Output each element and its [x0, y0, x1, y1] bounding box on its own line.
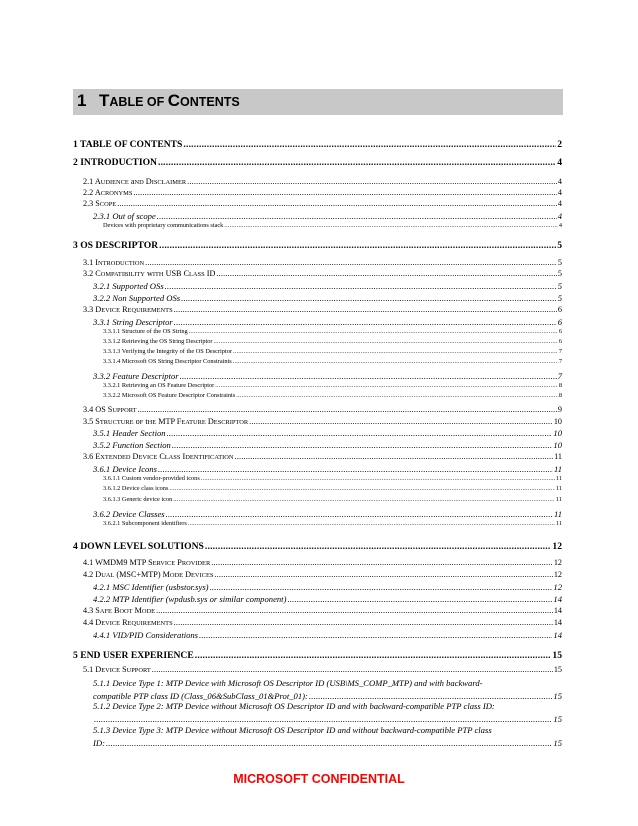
- toc-leader-dots: [180, 371, 557, 381]
- toc-entry[interactable]: [103, 520, 562, 527]
- toc-entry-text: 4.4.1 VID/PID Considerations: [93, 630, 199, 640]
- toc-entry[interactable]: [83, 177, 562, 186]
- toc-page-number: 4: [557, 211, 562, 221]
- toc-leader-dots: [156, 606, 553, 615]
- toc-entry[interactable]: [73, 541, 562, 552]
- toc-leader-dots: [195, 650, 552, 661]
- toc-page-number: 10: [553, 417, 562, 426]
- toc-page-number: 4: [558, 222, 562, 229]
- toc-entry[interactable]: [103, 392, 562, 399]
- toc-entry[interactable]: [83, 188, 562, 197]
- toc-entry-text: 3.3.2 Feature Descriptor: [93, 371, 179, 381]
- toc-entry-text: 3.3.1.4 Microsoft OS String Descriptor Constraints: [103, 358, 232, 365]
- toc-entry-number: 4.1: [83, 558, 96, 567]
- toc-entry-text: 4.4 DEVICE REQUIREMENTS: [83, 618, 173, 627]
- toc-entry[interactable]: [93, 464, 562, 474]
- toc-entry[interactable]: [83, 558, 562, 567]
- toc-entry-multiline[interactable]: [93, 724, 562, 749]
- toc-page-number: 2: [557, 139, 562, 150]
- toc-entry-text: 3.3.1 String Descriptor: [93, 317, 173, 327]
- toc-page-number: 8: [558, 392, 562, 399]
- toc-entry[interactable]: [93, 293, 562, 303]
- heading-title-first2: C: [167, 91, 181, 110]
- toc-entry[interactable]: [103, 222, 562, 229]
- toc-entry-text: 3.3.2.2 Microsoft OS Feature Descriptor Constraints: [103, 392, 236, 399]
- toc-entry-text: 1 TABLE OF CONTENTS: [73, 139, 183, 150]
- toc-leader-dots: [167, 428, 553, 438]
- toc-entry[interactable]: [93, 594, 562, 604]
- toc-entry[interactable]: [103, 485, 562, 492]
- toc-entry-text: 2.1 AUDIENCE aND DISCLAIMER: [83, 177, 187, 186]
- toc-page-number: 11: [555, 520, 562, 527]
- toc-page-number: 15: [553, 690, 562, 701]
- toc-page-number: 11: [555, 475, 562, 482]
- toc-entry-number: 3.4: [83, 405, 96, 414]
- heading-title-rest: ABLE OF: [109, 95, 168, 109]
- toc-entry-text: 3.3.2.1 Retrieving an OS Feature Descriptor: [103, 382, 215, 389]
- toc-page-number: 12: [552, 541, 562, 552]
- toc-entry-text: 4.2.2 MTP Identifier (wpdusb.sys or similar component): [93, 594, 287, 604]
- toc-leader-dots: [183, 139, 556, 150]
- toc-entry[interactable]: [73, 650, 562, 661]
- toc-page-number: 6: [558, 328, 562, 335]
- toc-leader-dots: [159, 240, 556, 251]
- toc-page-number: 7: [558, 358, 562, 365]
- toc-entry-number: 3.3: [83, 305, 96, 314]
- toc-leader-dots: [137, 405, 556, 414]
- toc-leader-dots: [233, 348, 558, 355]
- toc-leader-dots: [174, 305, 557, 314]
- toc-entry-text: 4 DOWN LEVEL SOLUTIONS: [73, 541, 204, 552]
- toc-entry[interactable]: [103, 382, 562, 389]
- toc-entry-text: 3.5.2 Function Section: [93, 440, 171, 450]
- toc-page-number: 7: [558, 348, 562, 355]
- toc-page-number: 11: [554, 509, 562, 519]
- toc-page-number: 6: [558, 338, 562, 345]
- toc-entry-text: 3.6 EXTENDED DEVICE CLASS IDENTIFICATION: [83, 452, 234, 461]
- toc-entry-text: compatible PTP class ID (Class_06&SubClass_01&Prot_01):: [93, 690, 308, 701]
- toc-entry[interactable]: [83, 405, 562, 414]
- toc-entry-text: 2.3 SCOPE: [83, 199, 117, 208]
- toc-entry-text: 3.3.1.2 Retrieving the OS String Descriptor: [103, 338, 213, 345]
- toc-entry-text: 3.2 COMPATIBILITY wITH USB CLASS ID: [83, 269, 216, 278]
- toc-page-number: 11: [555, 496, 562, 503]
- toc-entry[interactable]: [83, 452, 562, 461]
- toc-leader-dots: [187, 177, 557, 186]
- heading-title-rest2: ONTENTS: [180, 95, 240, 109]
- toc-entry-text: 3 OS DESCRIPTOR: [73, 240, 159, 251]
- toc-leader-dots: [213, 338, 557, 345]
- toc-leader-dots: [215, 382, 558, 389]
- toc-entry-multiline[interactable]: [93, 700, 562, 725]
- toc-entry[interactable]: [93, 211, 562, 221]
- toc-entry[interactable]: [83, 258, 562, 267]
- toc-entry[interactable]: [93, 371, 562, 381]
- toc-page-number: 15: [553, 737, 562, 748]
- toc-leader-dots: [133, 188, 557, 197]
- toc-leader-dots: [117, 199, 557, 208]
- toc-page-number: 12: [553, 558, 562, 567]
- toc-entry-text: 3.3.1.3 Verifying the Integrity of the OS Descriptor: [103, 348, 232, 355]
- toc-entry[interactable]: [93, 630, 562, 640]
- toc-entry-number: 2.2: [83, 188, 95, 197]
- toc-leader-dots: [210, 582, 553, 592]
- heading-title-first: T: [99, 91, 110, 110]
- toc-entry-number: 4.3: [83, 606, 96, 615]
- page-title: [77, 91, 240, 111]
- toc-entry[interactable]: [103, 328, 562, 335]
- toc-leader-dots: [173, 496, 555, 503]
- toc-leader-dots: [224, 222, 558, 229]
- toc-leader-dots: [249, 417, 553, 426]
- toc-entry[interactable]: [83, 606, 562, 615]
- toc-entry[interactable]: [93, 317, 562, 327]
- toc-page-number: 11: [554, 452, 562, 461]
- toc-entry-text: 5.1 DEVICE SUPPORT: [83, 665, 151, 674]
- toc-entry-text: 3.6.2.1 Subcomponent identifiers: [103, 520, 187, 527]
- toc-entry[interactable]: [103, 338, 562, 345]
- toc-leader-dots: [236, 392, 558, 399]
- toc-leader-dots: [287, 594, 552, 604]
- toc-entry[interactable]: [93, 582, 562, 592]
- toc-entry[interactable]: [93, 509, 562, 519]
- toc-page-number: 5: [557, 240, 562, 251]
- toc-entry[interactable]: [103, 358, 562, 365]
- toc-page-number: 14: [553, 618, 562, 627]
- toc-page-number: 15: [553, 713, 562, 724]
- toc-entry-text: 3.5.1 Header Section: [93, 428, 166, 438]
- toc-page-number: 5: [557, 281, 562, 291]
- toc-page-number: 10: [553, 428, 562, 438]
- toc-entry-text: 2.2 ACRONYMS: [83, 188, 133, 197]
- toc-page-number: 6: [557, 317, 562, 327]
- toc-leader-dots: [234, 452, 553, 461]
- toc-leader-dots: [169, 485, 555, 492]
- toc-leader-dots: [211, 558, 553, 567]
- toc-entry-text: 5 END USER EXPERIENCE: [73, 650, 194, 661]
- toc-entry[interactable]: [93, 440, 562, 450]
- toc-entry[interactable]: [103, 475, 562, 482]
- toc-entry[interactable]: [73, 240, 562, 251]
- toc-page-number: 4: [557, 188, 562, 197]
- toc-entry-text: 3.6.1.1 Custom vendor-provided icons: [103, 475, 200, 482]
- toc-entry-text: 4.1 WMDM9 MTP SERVICE PROVIDER: [83, 558, 211, 567]
- toc-leader-dots: [188, 520, 555, 527]
- toc-entry-line1: 5.1.2 Device Type 2: MTP Device without Microsoft OS Descriptor ID and with backward-compatible PTP class ID:: [93, 701, 495, 711]
- toc-page-number: 7: [557, 371, 562, 381]
- toc-leader-dots: [181, 293, 557, 303]
- toc-entry[interactable]: [93, 281, 562, 291]
- toc-entry-number: 5.1: [83, 665, 96, 674]
- toc-entry-multiline[interactable]: [93, 677, 562, 702]
- toc-page-number: 14: [553, 630, 562, 640]
- toc-entry-line2: [93, 737, 562, 750]
- toc-page-number: 5: [557, 269, 562, 278]
- toc-leader-dots: [216, 269, 557, 278]
- toc-entry-text: ID:: [93, 737, 105, 748]
- toc-entry-number: 2.3: [83, 199, 96, 208]
- toc-leader-dots: [152, 665, 553, 674]
- toc-page-number: 15: [552, 650, 562, 661]
- toc-entry-text: 3.2.2 Non Supported OSs: [93, 293, 181, 303]
- toc-page-number: 4: [557, 177, 562, 186]
- toc-entry-text: 3.3 DEVICE REQUIREMENTS: [83, 305, 173, 314]
- toc-leader-dots: [214, 570, 552, 579]
- toc-leader-dots: [157, 211, 557, 221]
- toc-entry[interactable]: [83, 570, 562, 579]
- toc-leader-dots: [201, 475, 555, 482]
- toc-leader-dots: [172, 440, 553, 450]
- toc-leader-dots: [166, 509, 553, 519]
- toc-leader-dots: [145, 258, 557, 267]
- toc-entry-number: 2.1: [83, 177, 95, 186]
- toc-entry-text: 3.2.1 Supported OSs: [93, 281, 164, 291]
- toc-page-number: 15: [553, 665, 562, 674]
- toc-entry-text: 4.2.1 MSC Identifier (usbstor.sys): [93, 582, 209, 592]
- toc-entry[interactable]: [103, 348, 562, 355]
- toc-entry-text: 3.1 INTRODUCTION: [83, 258, 145, 267]
- toc-entry-number: 3.2: [83, 269, 96, 278]
- toc-leader-dots: [189, 328, 558, 335]
- toc-leader-dots: [165, 281, 557, 291]
- toc-entry[interactable]: [83, 305, 562, 314]
- toc-leader-dots: [158, 464, 553, 474]
- toc-entry-number: 3.5: [83, 417, 96, 426]
- toc-entry[interactable]: [83, 269, 562, 278]
- toc-entry-line1: 5.1.1 Device Type 1: MTP Device with Microsoft OS Descriptor ID (USB\MS_COMP_MTP) and with backward-: [93, 678, 483, 688]
- toc-page-number: 4: [557, 157, 562, 168]
- toc-entry-text: 3.3.1.1 Structure of the OS String: [103, 328, 188, 335]
- toc-leader-dots: [174, 317, 557, 327]
- toc-entry-number: 3.1: [83, 258, 96, 267]
- toc-entry[interactable]: [83, 417, 562, 426]
- toc-entry-text: 2 INTRODUCTION: [73, 157, 157, 168]
- toc-leader-dots: [174, 618, 553, 627]
- toc-leader-dots: [106, 737, 552, 750]
- toc-leader-dots: [233, 358, 558, 365]
- toc-page-number: 14: [553, 594, 562, 604]
- toc-page-number: 12: [553, 570, 562, 579]
- toc-page-number: 11: [554, 464, 562, 474]
- toc-page-number: 8: [558, 382, 562, 389]
- toc-entry[interactable]: [103, 496, 562, 503]
- confidential-footer: MICROSOFT CONFIDENTIAL: [233, 772, 405, 786]
- toc-entry[interactable]: [83, 618, 562, 627]
- toc-entry-text: 2.3.1 Out of scope: [93, 211, 156, 221]
- toc-entry[interactable]: [83, 199, 562, 208]
- toc-page-number: 4: [557, 199, 562, 208]
- toc-page-number: 14: [553, 606, 562, 615]
- toc-entry-text: 3.6.1 Device Icons: [93, 464, 157, 474]
- toc-entry-text: 3.4 OS SUPPORT: [83, 405, 137, 414]
- toc-entry-text: 4.3 SAFE BOOT MODE: [83, 606, 156, 615]
- toc-entry-text: 3.6.2 Device Classes: [93, 509, 165, 519]
- toc-page-number: 9: [557, 405, 562, 414]
- toc-entry[interactable]: [73, 139, 562, 150]
- toc-entry-number: 4.2: [83, 570, 96, 579]
- toc-page-number: 5: [557, 258, 562, 267]
- toc-entry-number: 4.4: [83, 618, 96, 627]
- toc-page-number: 10: [553, 440, 562, 450]
- toc-entry-text: 4.2 DUAL (MSC+MTP) MODE DEVICES: [83, 570, 214, 579]
- toc-page-number: 5: [557, 293, 562, 303]
- toc-entry-text: 3.6.1.2 Device class icons: [103, 485, 169, 492]
- toc-page-number: 6: [557, 305, 562, 314]
- toc-entry-text: Devices with proprietary communications stack: [103, 222, 224, 229]
- toc-leader-dots: [199, 630, 552, 640]
- toc-entry-number: 3.6: [83, 452, 96, 461]
- toc-entry[interactable]: [93, 428, 562, 438]
- toc-leader-dots: [158, 157, 556, 168]
- toc-entry-text: 3.5 STRUCTURE oF tHE MTP FEATURE DESCRIPTOR: [83, 417, 249, 426]
- toc-entry-line1: 5.1.3 Device Type 3: MTP Device without Microsoft OS Descriptor ID and without backward-compatible PTP class: [93, 725, 492, 735]
- toc-entry[interactable]: [83, 665, 562, 674]
- toc-page-number: 12: [553, 582, 562, 592]
- toc-entry-text: 3.6.1.3 Generic device icon: [103, 496, 173, 503]
- toc-entry[interactable]: [73, 157, 562, 168]
- toc-leader-dots: [205, 541, 552, 552]
- toc-page-number: 11: [555, 485, 562, 492]
- heading-number: 1: [77, 91, 87, 110]
